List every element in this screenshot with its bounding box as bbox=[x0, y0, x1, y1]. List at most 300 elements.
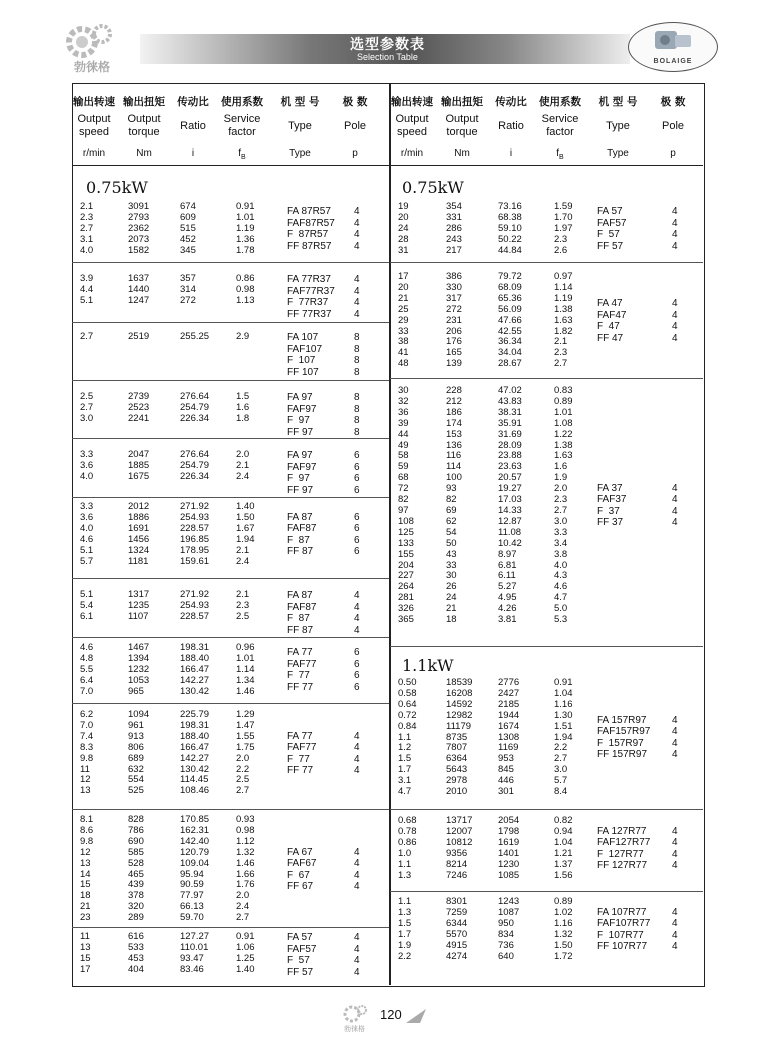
section-separator bbox=[390, 891, 703, 892]
model-type: FA 87R57 bbox=[287, 206, 331, 218]
table-cell: 1.5 bbox=[236, 391, 250, 402]
table-cell: 0.94 bbox=[554, 825, 573, 837]
col-header-zh: 输出扭矩 bbox=[123, 96, 165, 108]
table-cell: 1.13 bbox=[236, 294, 255, 306]
table-cell: 1324 bbox=[128, 544, 150, 556]
table-cell: 14.33 bbox=[498, 504, 522, 516]
table-cell: 188.40 bbox=[180, 652, 210, 664]
table-cell: 34.04 bbox=[498, 347, 522, 359]
table-cell: 32 bbox=[398, 395, 409, 407]
table-cell: 271.92 bbox=[180, 501, 210, 512]
table-cell: 446 bbox=[498, 775, 514, 787]
table-cell: 2519 bbox=[128, 331, 150, 342]
table-cell: 10812 bbox=[446, 836, 473, 848]
table-cell: 153 bbox=[446, 428, 462, 440]
pole-value: 8 bbox=[354, 343, 360, 355]
table-cell: 2.2 bbox=[236, 763, 250, 775]
table-cell: 3.3 bbox=[80, 449, 94, 460]
table-cell: 1.59 bbox=[554, 201, 573, 212]
model-types bbox=[287, 392, 316, 438]
table-cell: 845 bbox=[498, 764, 514, 776]
table-cell: 217 bbox=[446, 244, 462, 256]
table-cell: 0.98 bbox=[236, 824, 255, 836]
table-cell: 1944 bbox=[498, 709, 520, 721]
data-column-r bbox=[180, 202, 196, 257]
table-cell: 515 bbox=[180, 222, 196, 234]
col-header-en-line: Ratio bbox=[180, 120, 206, 132]
section-separator bbox=[72, 438, 389, 439]
table-cell: 2.7 bbox=[554, 358, 568, 370]
table-cell: 4.6 bbox=[80, 533, 94, 545]
data-column-n bbox=[398, 202, 409, 257]
table-cell: 8301 bbox=[446, 896, 468, 907]
data-column-n bbox=[80, 815, 93, 924]
table-cell: 79.72 bbox=[498, 271, 522, 282]
data-column-n bbox=[398, 386, 414, 626]
pole-values bbox=[672, 826, 678, 872]
table-cell: 4274 bbox=[446, 950, 468, 962]
data-column-t bbox=[128, 590, 149, 623]
data-column-n bbox=[398, 816, 417, 881]
table-cell: 5.4 bbox=[80, 599, 94, 611]
table-cell: 386 bbox=[446, 271, 462, 282]
table-cell: 0.86 bbox=[398, 836, 417, 848]
model-type: FF 57 bbox=[597, 240, 624, 252]
table-cell: 8.6 bbox=[80, 824, 94, 836]
section-separator bbox=[72, 262, 389, 263]
pole-values bbox=[354, 932, 360, 978]
table-cell: 11.08 bbox=[498, 526, 522, 538]
brand-name-right: BOLAIGE bbox=[653, 58, 693, 65]
table-cell: 0.83 bbox=[554, 385, 573, 396]
table-cell: 62 bbox=[446, 515, 457, 527]
col-header-zh: 传动比 bbox=[177, 96, 209, 108]
data-column-f bbox=[236, 274, 255, 307]
table-cell: 806 bbox=[128, 741, 144, 753]
pole-value: 4 bbox=[354, 285, 360, 297]
table-cell: 142.27 bbox=[180, 752, 210, 764]
column-divider bbox=[389, 83, 391, 985]
table-cell: 54 bbox=[446, 526, 457, 538]
table-cell: 453 bbox=[128, 952, 144, 964]
section-separator bbox=[390, 809, 703, 810]
table-cell: 43 bbox=[446, 548, 457, 560]
table-cell: 2.0 bbox=[554, 483, 568, 495]
model-type: FF 107R77 bbox=[597, 941, 648, 953]
table-cell: 4.8 bbox=[80, 652, 94, 664]
data-column-f bbox=[554, 897, 573, 962]
model-type: FA 97 bbox=[287, 450, 313, 461]
table-cell: 7.0 bbox=[80, 685, 94, 697]
table-cell: 254.79 bbox=[180, 401, 210, 413]
model-types bbox=[597, 206, 626, 252]
table-cell: 1440 bbox=[128, 283, 150, 295]
model-type: FA 87 bbox=[287, 511, 313, 523]
col-header-en-line: factor bbox=[228, 126, 256, 138]
table-cell: 8.1 bbox=[80, 814, 94, 825]
pole-value: 4 bbox=[354, 601, 360, 613]
data-column-r bbox=[180, 710, 209, 797]
table-cell: 225.79 bbox=[180, 709, 210, 720]
table-cell: 20.57 bbox=[498, 472, 522, 484]
data-column-f bbox=[236, 392, 249, 425]
table-cell: 2523 bbox=[128, 401, 150, 413]
table-cell: 1.01 bbox=[554, 406, 573, 418]
table-cell: 170.85 bbox=[180, 814, 210, 825]
table-cell: 227 bbox=[398, 570, 414, 582]
table-cell: 43.83 bbox=[498, 395, 522, 407]
table-cell: 0.58 bbox=[398, 687, 417, 699]
data-column-n bbox=[80, 643, 93, 698]
pole-value: 4 bbox=[354, 858, 360, 869]
model-type: FAF47 bbox=[597, 309, 627, 321]
model-type: FF 77 bbox=[287, 765, 314, 777]
table-cell: 378 bbox=[128, 890, 144, 902]
data-column-n bbox=[398, 272, 409, 370]
data-column-r bbox=[180, 590, 209, 623]
table-cell: 20 bbox=[398, 281, 409, 293]
table-cell: 0.91 bbox=[236, 201, 255, 212]
col-header-en bbox=[528, 113, 592, 139]
table-cell: 2241 bbox=[128, 412, 150, 424]
table-cell: 9.8 bbox=[80, 835, 94, 847]
table-cell: 1798 bbox=[498, 825, 520, 837]
table-cell: 130.42 bbox=[180, 685, 210, 697]
table-cell: 155 bbox=[398, 548, 414, 560]
model-type: FAF37 bbox=[597, 494, 627, 506]
pole-value: 6 bbox=[354, 461, 360, 473]
table-cell: 1401 bbox=[498, 847, 520, 859]
table-cell: 1619 bbox=[498, 836, 520, 848]
table-cell: 1.9 bbox=[554, 472, 568, 484]
pole-value: 4 bbox=[672, 726, 678, 738]
table-cell: 1.50 bbox=[554, 939, 573, 951]
table-cell: 2.4 bbox=[236, 555, 250, 567]
table-cell: 289 bbox=[128, 912, 144, 924]
table-cell: 1.46 bbox=[236, 857, 255, 869]
pole-values bbox=[354, 647, 360, 693]
model-type: FA 107 bbox=[287, 332, 319, 343]
table-cell: 1.72 bbox=[554, 950, 573, 962]
table-cell: 255.25 bbox=[180, 331, 210, 342]
table-cell: 525 bbox=[128, 785, 144, 797]
pole-value: 4 bbox=[354, 297, 360, 308]
table-cell: 3.0 bbox=[80, 412, 94, 424]
pole-value: 8 bbox=[354, 403, 360, 415]
table-cell: 950 bbox=[498, 917, 514, 929]
model-types bbox=[287, 332, 322, 378]
table-cell: 174 bbox=[446, 417, 462, 429]
table-cell: 3091 bbox=[128, 201, 150, 212]
table-cell: 23.63 bbox=[498, 461, 522, 473]
model-type: FF 157R97 bbox=[597, 749, 648, 761]
model-type: FA 77R37 bbox=[287, 274, 331, 285]
col-header-zh: 传动比 bbox=[495, 96, 527, 108]
pole-value: 4 bbox=[672, 240, 678, 252]
table-cell: 1.3 bbox=[398, 869, 412, 881]
table-cell: 97 bbox=[398, 504, 409, 516]
model-type: FF 57 bbox=[287, 966, 314, 978]
table-cell: 228 bbox=[446, 385, 462, 396]
table-cell: 0.97 bbox=[554, 271, 573, 282]
col-header-unit: p bbox=[670, 148, 676, 159]
pole-values bbox=[354, 590, 360, 636]
table-cell: 0.78 bbox=[398, 825, 417, 837]
table-cell: 965 bbox=[128, 685, 144, 697]
data-column-r bbox=[498, 678, 519, 798]
col-header-zh: 使用系数 bbox=[221, 96, 263, 108]
table-cell: 4.0 bbox=[80, 470, 94, 482]
table-cell: 2010 bbox=[446, 786, 468, 798]
table-cell: 828 bbox=[128, 814, 144, 825]
col-header-en-line: Output bbox=[395, 113, 429, 125]
pole-value: 6 bbox=[354, 473, 360, 484]
table-cell: 38 bbox=[398, 336, 409, 348]
table-cell: 2012 bbox=[128, 501, 150, 512]
table-cell: 1.63 bbox=[554, 450, 573, 462]
model-types bbox=[287, 450, 316, 496]
table-cell: 5.0 bbox=[554, 603, 568, 615]
pole-value: 4 bbox=[354, 308, 360, 320]
pole-values bbox=[354, 512, 360, 558]
table-cell: 1.40 bbox=[236, 501, 255, 512]
pole-value: 6 bbox=[354, 681, 360, 693]
col-header-en bbox=[210, 113, 274, 139]
pole-value: 4 bbox=[354, 730, 360, 742]
table-cell: 36 bbox=[398, 406, 409, 418]
table-cell: 2.7 bbox=[80, 222, 94, 234]
table-cell: 50 bbox=[446, 537, 457, 549]
col-header-en-line: Type bbox=[606, 120, 630, 132]
table-cell: 162.31 bbox=[180, 824, 210, 836]
table-cell: 69 bbox=[446, 504, 457, 516]
data-column-r bbox=[498, 272, 522, 370]
table-cell: 13 bbox=[80, 785, 91, 797]
table-cell: 3.3 bbox=[80, 501, 94, 512]
table-cell: 357 bbox=[180, 273, 196, 284]
table-cell: 1181 bbox=[128, 555, 149, 567]
pole-value: 4 bbox=[672, 929, 678, 941]
section-separator bbox=[72, 578, 389, 579]
model-types bbox=[287, 512, 316, 558]
table-cell: 276.64 bbox=[180, 391, 210, 402]
table-cell: 2.7 bbox=[236, 912, 250, 924]
table-cell: 204 bbox=[398, 559, 414, 571]
pole-value: 4 bbox=[354, 753, 360, 765]
table-cell: 404 bbox=[128, 963, 144, 975]
table-cell: 953 bbox=[498, 753, 514, 765]
data-column-t bbox=[446, 202, 462, 257]
table-cell: 21 bbox=[80, 901, 91, 913]
table-cell: 2047 bbox=[128, 449, 150, 460]
table-cell: 4.7 bbox=[554, 592, 568, 604]
table-cell: 66.13 bbox=[180, 901, 204, 913]
table-cell: 68 bbox=[398, 472, 409, 484]
table-cell: 166.47 bbox=[180, 663, 210, 675]
table-cell: 100 bbox=[446, 472, 462, 484]
table-cell: 1243 bbox=[498, 896, 520, 907]
table-cell: 528 bbox=[128, 857, 144, 869]
table-cell: 2054 bbox=[498, 815, 520, 826]
data-column-f bbox=[554, 272, 573, 370]
table-cell: 4.6 bbox=[80, 642, 94, 653]
table-cell: 2.1 bbox=[236, 589, 250, 600]
table-cell: 1.7 bbox=[398, 928, 412, 940]
table-cell: 178.95 bbox=[180, 544, 210, 556]
model-type: FF 107 bbox=[287, 366, 319, 378]
page-footer bbox=[340, 1003, 430, 1033]
table-cell: 4.0 bbox=[80, 244, 94, 256]
table-cell: 2185 bbox=[498, 698, 520, 710]
data-column-f bbox=[236, 332, 249, 343]
table-cell: 13 bbox=[80, 857, 91, 869]
table-cell: 2.3 bbox=[236, 599, 250, 611]
table-cell: 2.5 bbox=[80, 391, 94, 402]
table-cell: 1.22 bbox=[554, 428, 573, 440]
table-cell: 0.89 bbox=[554, 395, 573, 407]
pole-value: 8 bbox=[354, 366, 360, 378]
table-cell: 1.70 bbox=[554, 211, 573, 223]
col-header-en-line: Ratio bbox=[498, 120, 524, 132]
table-cell: 314 bbox=[180, 283, 196, 295]
pole-value: 4 bbox=[354, 932, 360, 943]
pole-value: 6 bbox=[354, 546, 360, 558]
data-column-t bbox=[446, 272, 462, 370]
table-cell: 21 bbox=[446, 603, 457, 615]
col-header-unit: r/min bbox=[400, 148, 424, 159]
table-cell: 272 bbox=[446, 303, 462, 315]
model-types bbox=[287, 847, 316, 893]
table-cell: 2.4 bbox=[236, 901, 250, 913]
table-cell: 7807 bbox=[446, 742, 468, 754]
table-cell: 108.46 bbox=[180, 785, 210, 797]
data-column-r bbox=[498, 897, 519, 962]
data-column-f bbox=[554, 386, 573, 626]
table-cell: 3.0 bbox=[554, 515, 568, 527]
data-column-r bbox=[180, 815, 209, 924]
pole-value: 4 bbox=[672, 217, 678, 229]
model-type: FF 87R57 bbox=[287, 240, 332, 252]
col-header-en-line: Type bbox=[288, 120, 312, 132]
col-header-en-line: Output bbox=[77, 113, 111, 125]
table-cell: 11179 bbox=[446, 720, 472, 732]
table-cell: 1053 bbox=[128, 674, 150, 686]
data-column-t bbox=[128, 392, 149, 425]
pole-value: 4 bbox=[354, 613, 360, 624]
pole-values bbox=[672, 715, 678, 761]
table-cell: 354 bbox=[446, 201, 462, 212]
table-cell: 1.46 bbox=[236, 685, 255, 697]
table-cell: 609 bbox=[180, 211, 196, 223]
table-cell: 2.2 bbox=[554, 742, 568, 754]
table-cell: 1.02 bbox=[554, 906, 573, 918]
model-type: F 77 bbox=[287, 670, 310, 682]
table-cell: 159.61 bbox=[180, 555, 210, 567]
pole-value: 4 bbox=[672, 309, 678, 321]
model-type: FAF87 bbox=[287, 601, 317, 613]
pole-value: 6 bbox=[354, 511, 360, 523]
pole-value: 4 bbox=[672, 321, 678, 333]
table-cell: 1.55 bbox=[236, 730, 255, 742]
table-cell: 1691 bbox=[128, 522, 150, 534]
table-cell: 2.3 bbox=[554, 347, 568, 359]
table-cell: 1.19 bbox=[554, 292, 573, 304]
pole-value: 4 bbox=[354, 274, 360, 285]
col-header-en-line: Service bbox=[223, 113, 261, 125]
table-cell: 24 bbox=[446, 592, 457, 604]
pole-value: 6 bbox=[354, 450, 360, 461]
data-column-f bbox=[236, 710, 255, 797]
data-column-f bbox=[554, 678, 573, 798]
table-cell: 1.8 bbox=[236, 412, 250, 424]
col-header-unit: i bbox=[191, 148, 195, 159]
table-cell: 3.6 bbox=[80, 511, 94, 523]
table-cell: 1.14 bbox=[554, 281, 573, 293]
table-cell: 0.89 bbox=[554, 896, 573, 907]
pole-value: 6 bbox=[354, 523, 360, 535]
model-type: FAF127R77 bbox=[597, 837, 651, 849]
pole-values bbox=[354, 847, 360, 893]
pole-value: 6 bbox=[354, 658, 360, 670]
table-cell: 93.47 bbox=[180, 952, 204, 964]
pole-values bbox=[354, 274, 360, 320]
table-cell: 11 bbox=[80, 763, 90, 775]
table-cell: 1.04 bbox=[554, 687, 573, 699]
table-cell: 1.1 bbox=[398, 731, 412, 743]
data-column-t bbox=[128, 502, 149, 567]
table-cell: 7259 bbox=[446, 906, 468, 918]
model-type: FAF107R77 bbox=[597, 918, 651, 930]
model-types bbox=[287, 731, 316, 777]
table-cell: 36.34 bbox=[498, 336, 522, 348]
table-cell: 1.1 bbox=[398, 858, 412, 870]
table-cell: 47.66 bbox=[498, 314, 522, 326]
table-cell: 4.3 bbox=[554, 570, 568, 582]
table-cell: 116 bbox=[446, 450, 462, 462]
model-type: FF 77 bbox=[287, 681, 314, 693]
table-cell: 6344 bbox=[446, 917, 468, 929]
brand-name-left: 勃徕格 bbox=[74, 60, 111, 74]
model-type: F 87 bbox=[287, 613, 310, 624]
table-cell: 330 bbox=[446, 281, 462, 293]
arrow-icon bbox=[406, 1009, 426, 1023]
model-types bbox=[597, 715, 650, 761]
table-cell: 1.67 bbox=[236, 522, 255, 534]
table-cell: 5.1 bbox=[80, 589, 94, 600]
pole-value: 4 bbox=[672, 517, 678, 529]
table-cell: 5643 bbox=[446, 764, 468, 776]
table-cell: 0.82 bbox=[554, 815, 573, 826]
data-column-t bbox=[446, 897, 467, 962]
table-cell: 0.68 bbox=[398, 815, 417, 826]
pole-value: 4 bbox=[672, 860, 678, 872]
table-cell: 5.27 bbox=[498, 581, 517, 593]
col-header-unit: i bbox=[509, 148, 513, 159]
table-cell: 59 bbox=[398, 461, 409, 473]
header-rule bbox=[72, 165, 703, 166]
data-column-f bbox=[236, 202, 255, 257]
model-type: FF 37 bbox=[597, 517, 624, 529]
table-cell: 15 bbox=[80, 879, 91, 891]
footer-brand: 勃徕格 bbox=[344, 1025, 365, 1033]
section-separator bbox=[72, 322, 389, 323]
table-cell: 2.6 bbox=[554, 244, 568, 256]
col-header-en bbox=[323, 120, 387, 133]
table-cell: 2.2 bbox=[398, 950, 412, 962]
table-cell: 1394 bbox=[128, 652, 150, 664]
table-cell: 7.0 bbox=[80, 719, 94, 731]
table-cell: 114 bbox=[446, 461, 462, 473]
